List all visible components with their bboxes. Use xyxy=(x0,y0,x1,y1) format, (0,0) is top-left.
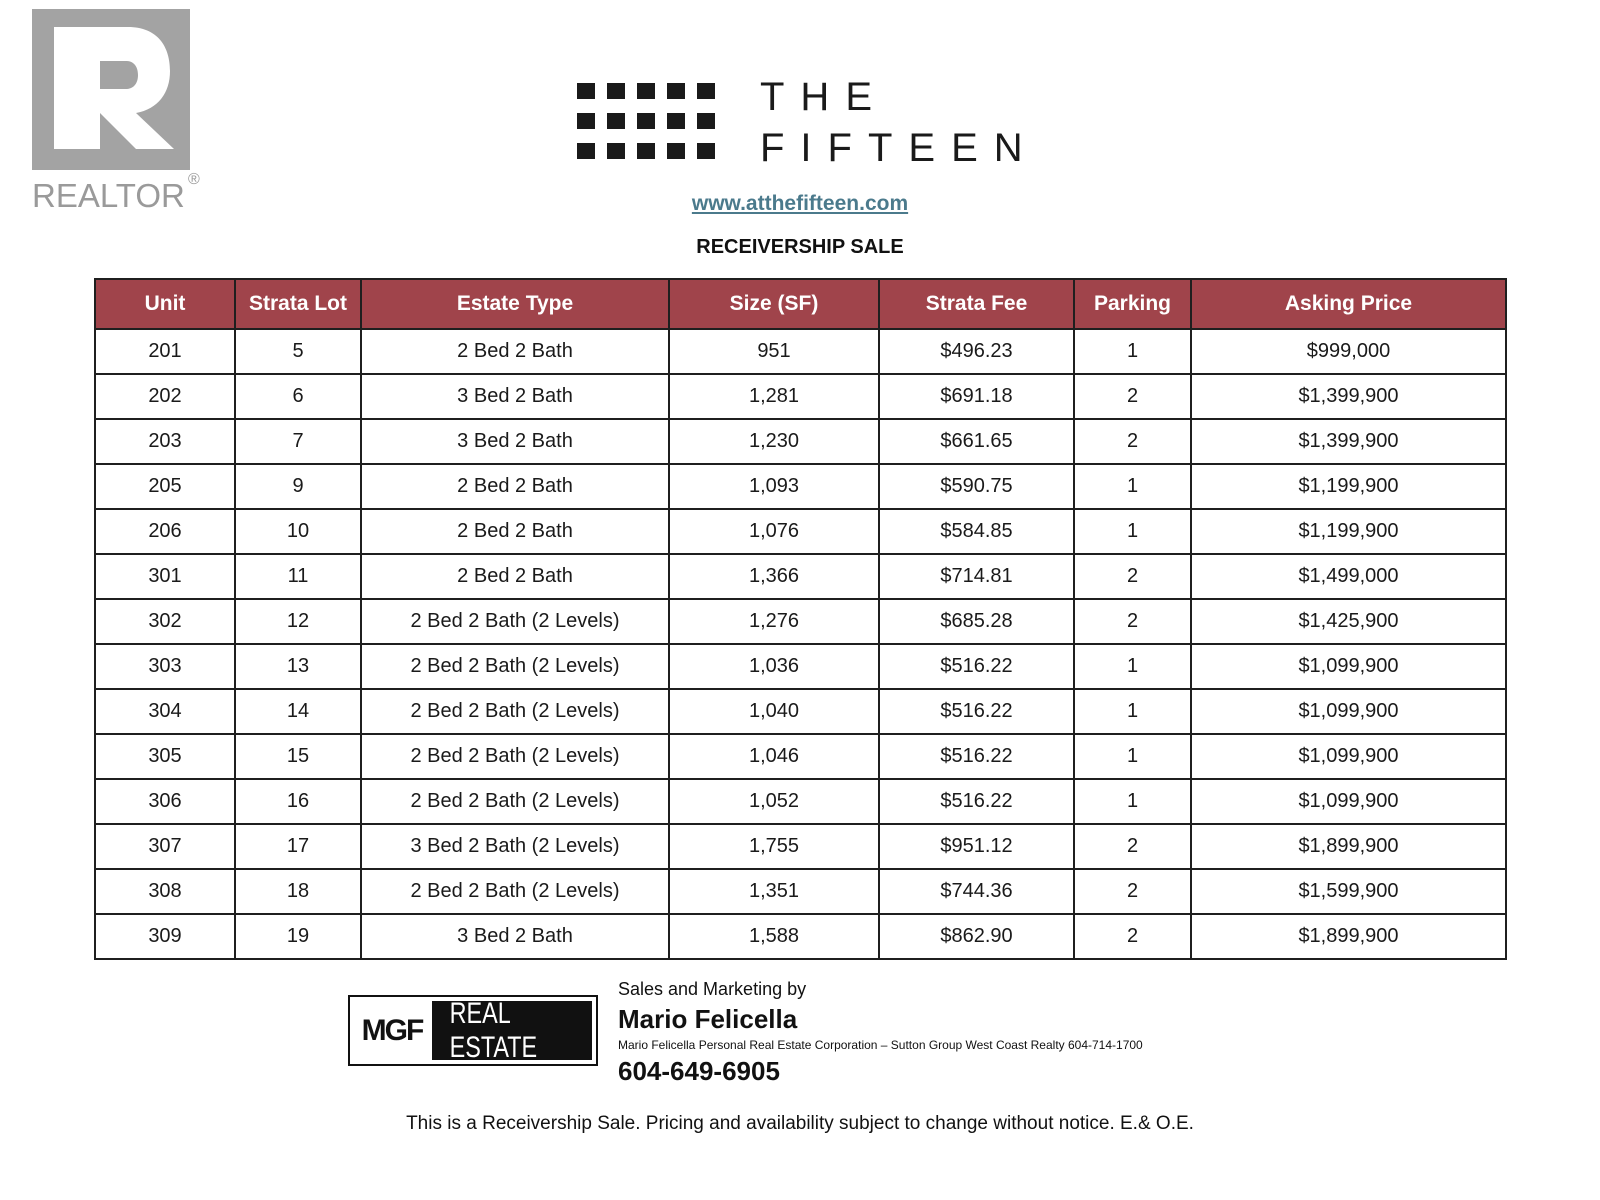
cell-parking: 2 xyxy=(1074,374,1191,419)
table-row xyxy=(95,689,1506,734)
brand-line-fifteen: FIFTEEN xyxy=(760,126,1039,170)
dot-square xyxy=(667,143,685,159)
dot-square xyxy=(667,83,685,99)
table-row xyxy=(95,419,1506,464)
dot-square xyxy=(697,83,715,99)
cell-strata-fee: $584.85 xyxy=(879,509,1074,554)
brand-line-the: THE xyxy=(760,75,888,119)
cell-parking: 1 xyxy=(1074,644,1191,689)
cell-parking: 1 xyxy=(1074,464,1191,509)
dot-square xyxy=(607,83,625,99)
col-header-unit: Unit xyxy=(95,279,235,329)
cell-strata-fee: $685.28 xyxy=(879,599,1074,644)
cell-strata-fee: $862.90 xyxy=(879,914,1074,959)
table-row xyxy=(95,599,1506,644)
cell-asking-price: $1,499,000 xyxy=(1191,554,1506,599)
cell-strata-lot: 9 xyxy=(235,464,361,509)
cell-size: 1,230 xyxy=(669,419,879,464)
cell-size: 1,588 xyxy=(669,914,879,959)
realtor-r-icon xyxy=(32,9,190,170)
cell-parking: 2 xyxy=(1074,869,1191,914)
cell-asking-price: $1,899,900 xyxy=(1191,824,1506,869)
cell-estate-type: 3 Bed 2 Bath xyxy=(361,374,669,419)
disclaimer: This is a Receivership Sale. Pricing and availability subject to change without notice. E.& O.E. xyxy=(406,1113,1194,1134)
cell-size: 1,040 xyxy=(669,689,879,734)
cell-size: 1,351 xyxy=(669,869,879,914)
cell-size: 1,366 xyxy=(669,554,879,599)
cell-strata-fee: $516.22 xyxy=(879,644,1074,689)
cell-strata-fee: $590.75 xyxy=(879,464,1074,509)
cell-asking-price: $1,099,900 xyxy=(1191,779,1506,824)
cell-strata-fee: $516.22 xyxy=(879,734,1074,779)
cell-parking: 2 xyxy=(1074,914,1191,959)
cell-asking-price: $1,099,900 xyxy=(1191,644,1506,689)
cell-asking-price: $1,425,900 xyxy=(1191,599,1506,644)
cell-size: 1,281 xyxy=(669,374,879,419)
dot-square xyxy=(637,113,655,129)
table-row xyxy=(95,329,1506,374)
cell-estate-type: 2 Bed 2 Bath (2 Levels) xyxy=(361,734,669,779)
cell-strata-fee: $661.65 xyxy=(879,419,1074,464)
dot-square xyxy=(577,113,595,129)
cell-asking-price: $999,000 xyxy=(1191,329,1506,374)
cell-estate-type: 2 Bed 2 Bath (2 Levels) xyxy=(361,644,669,689)
the-fifteen-logo xyxy=(577,75,1047,175)
cell-strata-lot: 14 xyxy=(235,689,361,734)
cell-unit: 303 xyxy=(95,644,235,689)
cell-estate-type: 2 Bed 2 Bath xyxy=(361,509,669,554)
cell-unit: 302 xyxy=(95,599,235,644)
cell-strata-fee: $691.18 xyxy=(879,374,1074,419)
col-header-strata-fee: Strata Fee xyxy=(879,279,1074,329)
cell-size: 1,276 xyxy=(669,599,879,644)
table-row xyxy=(95,644,1506,689)
cell-strata-fee: $744.36 xyxy=(879,869,1074,914)
table-row xyxy=(95,464,1506,509)
table-row xyxy=(95,374,1506,419)
cell-strata-lot: 7 xyxy=(235,419,361,464)
cell-parking: 1 xyxy=(1074,329,1191,374)
cell-strata-lot: 15 xyxy=(235,734,361,779)
cell-asking-price: $1,199,900 xyxy=(1191,464,1506,509)
cell-parking: 1 xyxy=(1074,779,1191,824)
cell-strata-lot: 11 xyxy=(235,554,361,599)
cell-asking-price: $1,199,900 xyxy=(1191,509,1506,554)
cell-asking-price: $1,399,900 xyxy=(1191,374,1506,419)
cell-strata-lot: 19 xyxy=(235,914,361,959)
cell-unit: 308 xyxy=(95,869,235,914)
sales-marketing-label: Sales and Marketing by xyxy=(618,979,807,999)
page-title: RECEIVERSHIP SALE xyxy=(696,236,904,258)
cell-estate-type: 2 Bed 2 Bath xyxy=(361,554,669,599)
cell-strata-lot: 16 xyxy=(235,779,361,824)
table-row xyxy=(95,914,1506,959)
cell-strata-lot: 17 xyxy=(235,824,361,869)
agent-name: Mario Felicella xyxy=(618,1004,798,1034)
cell-unit: 301 xyxy=(95,554,235,599)
cell-estate-type: 3 Bed 2 Bath (2 Levels) xyxy=(361,824,669,869)
cell-estate-type: 3 Bed 2 Bath xyxy=(361,914,669,959)
table-row xyxy=(95,869,1506,914)
cell-asking-price: $1,099,900 xyxy=(1191,734,1506,779)
cell-strata-fee: $496.23 xyxy=(879,329,1074,374)
cell-estate-type: 2 Bed 2 Bath (2 Levels) xyxy=(361,869,669,914)
cell-unit: 307 xyxy=(95,824,235,869)
cell-estate-type: 3 Bed 2 Bath xyxy=(361,419,669,464)
registered-mark: ® xyxy=(188,171,200,188)
mgf-logo-mark: MGF xyxy=(361,1013,423,1047)
cell-asking-price: $1,899,900 xyxy=(1191,914,1506,959)
cell-estate-type: 2 Bed 2 Bath xyxy=(361,464,669,509)
cell-strata-lot: 5 xyxy=(235,329,361,374)
cell-strata-lot: 18 xyxy=(235,869,361,914)
cell-size: 1,093 xyxy=(669,464,879,509)
dot-square xyxy=(607,113,625,129)
table-header-row xyxy=(95,279,1506,329)
cell-strata-lot: 6 xyxy=(235,374,361,419)
dot-square xyxy=(637,83,655,99)
cell-estate-type: 2 Bed 2 Bath (2 Levels) xyxy=(361,779,669,824)
cell-strata-fee: $516.22 xyxy=(879,689,1074,734)
cell-parking: 2 xyxy=(1074,419,1191,464)
dot-square xyxy=(577,143,595,159)
cell-unit: 201 xyxy=(95,329,235,374)
cell-parking: 2 xyxy=(1074,824,1191,869)
cell-estate-type: 2 Bed 2 Bath (2 Levels) xyxy=(361,689,669,734)
dot-square xyxy=(637,143,655,159)
table-row xyxy=(95,509,1506,554)
cell-strata-lot: 10 xyxy=(235,509,361,554)
cell-parking: 2 xyxy=(1074,599,1191,644)
units-table xyxy=(94,278,1507,960)
cell-unit: 304 xyxy=(95,689,235,734)
cell-unit: 202 xyxy=(95,374,235,419)
cell-size: 1,036 xyxy=(669,644,879,689)
cell-strata-fee: $714.81 xyxy=(879,554,1074,599)
realtor-logo xyxy=(32,9,202,214)
mgf-real-estate-logo xyxy=(348,995,598,1066)
dot-square xyxy=(577,83,595,99)
cell-estate-type: 2 Bed 2 Bath (2 Levels) xyxy=(361,599,669,644)
cell-unit: 305 xyxy=(95,734,235,779)
dot-square xyxy=(697,143,715,159)
cell-strata-lot: 13 xyxy=(235,644,361,689)
cell-size: 1,755 xyxy=(669,824,879,869)
realtor-wordmark: REALTOR xyxy=(32,177,185,214)
cell-estate-type: 2 Bed 2 Bath xyxy=(361,329,669,374)
cell-unit: 205 xyxy=(95,464,235,509)
cell-asking-price: $1,099,900 xyxy=(1191,689,1506,734)
cell-asking-price: $1,599,900 xyxy=(1191,869,1506,914)
col-header-size: Size (SF) xyxy=(669,279,879,329)
table-row xyxy=(95,824,1506,869)
agent-corporation: Mario Felicella Personal Real Estate Corporation – Sutton Group West Coast Realty 604-714-1700 xyxy=(618,1038,1143,1052)
dot-square xyxy=(607,143,625,159)
cell-unit: 203 xyxy=(95,419,235,464)
table-row xyxy=(95,779,1506,824)
cell-parking: 1 xyxy=(1074,509,1191,554)
table-row xyxy=(95,554,1506,599)
cell-parking: 1 xyxy=(1074,689,1191,734)
cell-size: 1,046 xyxy=(669,734,879,779)
cell-strata-fee: $516.22 xyxy=(879,779,1074,824)
cell-unit: 306 xyxy=(95,779,235,824)
col-header-parking: Parking xyxy=(1074,279,1191,329)
mgf-logo-wordmark: REAL ESTATE xyxy=(432,1001,592,1060)
col-header-estate-type: Estate Type xyxy=(361,279,669,329)
dot-square xyxy=(697,113,715,129)
col-header-asking-price: Asking Price xyxy=(1191,279,1506,329)
cell-strata-lot: 12 xyxy=(235,599,361,644)
cell-asking-price: $1,399,900 xyxy=(1191,419,1506,464)
cell-unit: 309 xyxy=(95,914,235,959)
cell-unit: 206 xyxy=(95,509,235,554)
cell-size: 951 xyxy=(669,329,879,374)
cell-parking: 2 xyxy=(1074,554,1191,599)
website-link[interactable]: www.atthefifteen.com xyxy=(691,192,909,215)
cell-strata-fee: $951.12 xyxy=(879,824,1074,869)
agent-phone[interactable]: 604-649-6905 xyxy=(618,1056,780,1086)
cell-size: 1,052 xyxy=(669,779,879,824)
col-header-strata-lot: Strata Lot xyxy=(235,279,361,329)
table-row xyxy=(95,734,1506,779)
cell-parking: 1 xyxy=(1074,734,1191,779)
dot-square xyxy=(667,113,685,129)
cell-size: 1,076 xyxy=(669,509,879,554)
